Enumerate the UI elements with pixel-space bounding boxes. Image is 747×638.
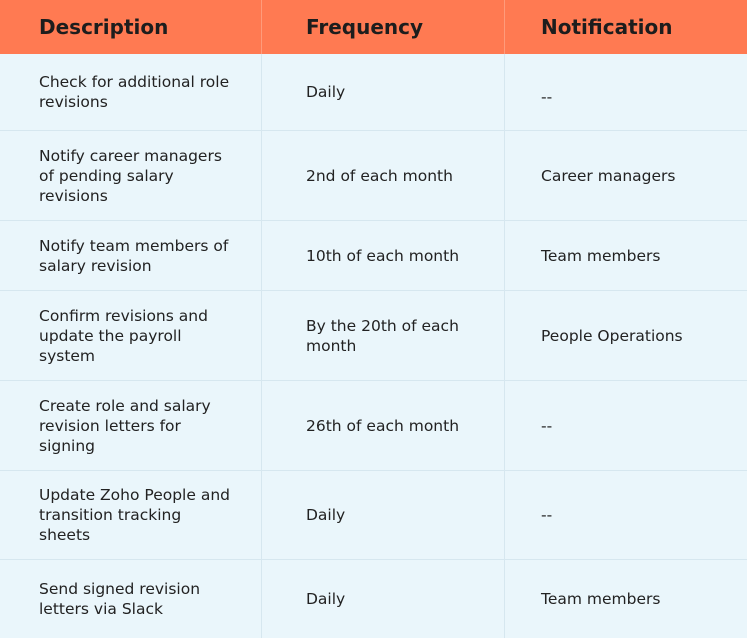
row-2-description: Notify career managers of pending salary revisions bbox=[0, 131, 262, 221]
row-1-notification: -- bbox=[505, 54, 747, 131]
row-7-frequency: Daily bbox=[262, 560, 505, 638]
header-notification: Notification bbox=[505, 0, 747, 54]
row-7-notification: Team members bbox=[541, 590, 661, 608]
row-3-description: Notify team members of salary revision bbox=[0, 221, 262, 291]
row-5-notification: -- bbox=[505, 381, 747, 471]
row-6-notification: -- bbox=[505, 471, 747, 560]
row-2-notification: Career managers bbox=[505, 131, 747, 221]
row-6-frequency: Daily bbox=[262, 471, 505, 560]
row-5-description: Create role and salary revision letters for signing bbox=[0, 381, 262, 471]
row-4-frequency: By the 20th of each month bbox=[262, 291, 505, 381]
header-description: Description bbox=[0, 0, 262, 54]
row-4-notification: People Operations bbox=[505, 291, 747, 381]
row-5-frequency: 26th of each month bbox=[262, 381, 505, 471]
row-6-description: Update Zoho People and transition tracking sheets bbox=[0, 471, 262, 560]
row-2-frequency: 2nd of each month bbox=[262, 131, 505, 221]
header-frequency: Frequency bbox=[262, 0, 505, 54]
row-1-frequency: Daily bbox=[262, 54, 505, 131]
row-7-description: Send signed revision letters via Slack bbox=[0, 560, 262, 638]
row-1-description: Check for additional role revisions bbox=[0, 54, 262, 131]
row-3-frequency: 10th of each month bbox=[262, 221, 505, 291]
row-4-description: Confirm revisions and update the payroll system bbox=[0, 291, 262, 381]
row-3-notification: Team members bbox=[505, 221, 747, 291]
